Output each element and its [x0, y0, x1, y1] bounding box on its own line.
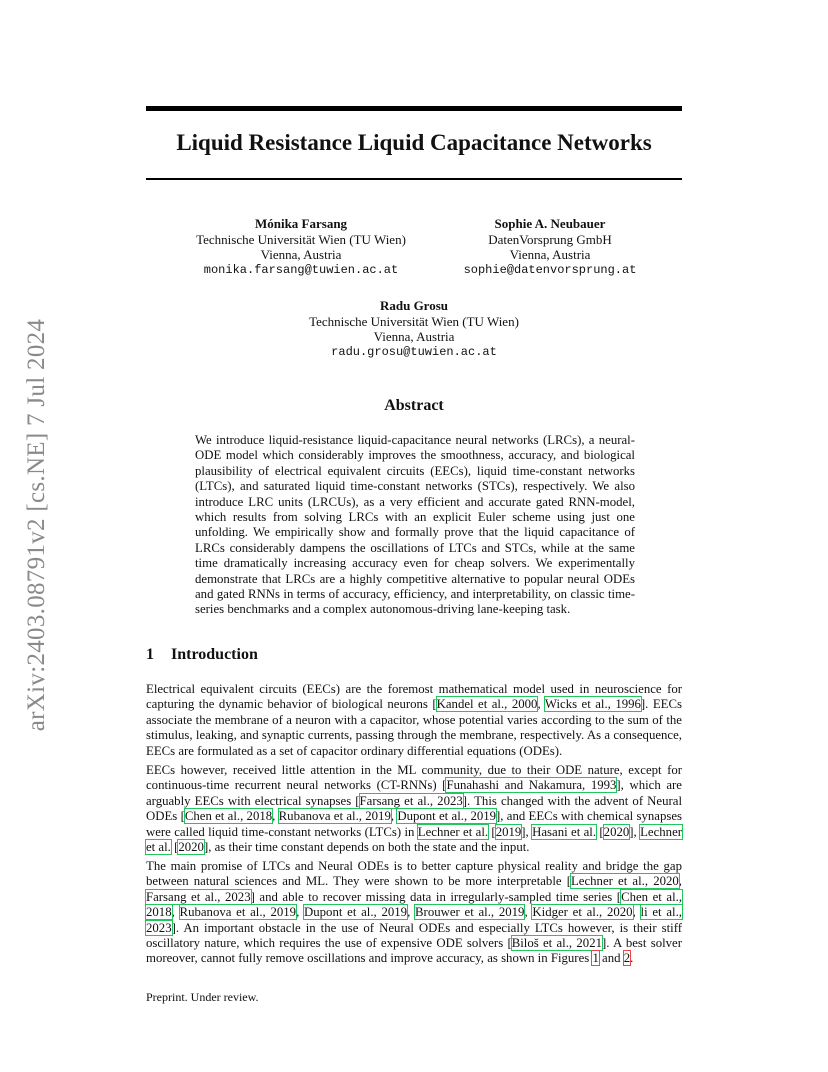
citation-link[interactable]: Lechner et al.	[146, 824, 683, 855]
author-block-3	[264, 298, 564, 360]
author-affiliation: Technische Universität Wien (TU Wien)	[309, 313, 519, 329]
text-run: .	[630, 951, 634, 966]
text-run: ],	[629, 824, 641, 839]
text-run: ]. This changed with the advent of Neural ODEs [	[146, 793, 682, 824]
citation-link[interactable]: Kandel et al., 2000	[436, 697, 538, 712]
text-run: ,	[296, 905, 305, 920]
text-run: ], which are arguably EECs with electrical synapses [	[146, 778, 682, 808]
text-run: ,	[537, 697, 545, 712]
intro-paragraph-3	[146, 859, 682, 967]
citation-link[interactable]: Lechner et al.	[417, 824, 489, 839]
text-run: ],	[521, 824, 533, 839]
text-run: The main promise of LTCs and Neural ODEs is to better capture physical reality and bridge the gap between natural sciences and ML. They were shown to be more interpretable [	[146, 859, 682, 889]
text-run: EECs however, received little attention in the ML community, due to their ODE nature, except for continuous-time recurrent neural networks (CT-RNNs) [	[146, 763, 682, 793]
text-run: ,	[632, 905, 641, 920]
text-run: ]. An important obstacle in the use of Neural ODEs and especially LTCs however, is their stiff oscillatory nature, which requires the use of expensive ODE solvers [	[146, 920, 682, 951]
citation-link[interactable]: Brouwer et al., 2019	[415, 905, 525, 920]
arxiv-identifier: arXiv:2403.08791v2 [cs.NE] 7 Jul 2024	[23, 318, 50, 732]
author-name: Radu Grosu	[379, 298, 449, 313]
text-run: ,	[524, 905, 533, 920]
author-email[interactable]: monika.farsang@tuwien.ac.at	[203, 262, 399, 277]
figure-ref-link[interactable]: 2	[623, 951, 631, 966]
author-location: Vienna, Austria	[260, 247, 342, 262]
author-email[interactable]: sophie@datenvorsprung.at	[463, 262, 637, 277]
text-run: ] and able to recover missing data in irregularly-sampled time series [	[250, 889, 622, 904]
citation-link[interactable]: Funahashi and Nakamura, 1993	[446, 778, 617, 793]
author-email[interactable]: radu.grosu@tuwien.ac.at	[331, 344, 497, 359]
author-affiliation: DatenVorsprung GmbH	[488, 231, 612, 247]
citation-link[interactable]: Rubanova et al., 2019	[179, 905, 297, 920]
text-run: [	[170, 840, 179, 855]
citation-link[interactable]: Biloš et al., 2021	[511, 936, 602, 951]
citation-link[interactable]: Farsang et al., 2023	[359, 793, 463, 808]
section-title: Introduction	[171, 646, 258, 663]
text-run: ]. EECs associate the membrane of a neuron with a capacitor, whose potential varies according to the sum of the stimulus, leaking, and synaptic currents, passing through the membrane, respectively. As a consequence, EECs are formulated as a set of capacitor ordinary differential equations (ODEs).	[146, 697, 682, 758]
author-location: Vienna, Austria	[373, 329, 455, 344]
citation-link[interactable]: Lechner et al., 2020	[570, 874, 679, 889]
text-run: ], as their time constant depends on both the state and the input.	[203, 840, 530, 855]
citation-link[interactable]: Dupont et al., 2019	[304, 905, 408, 920]
arxiv-sidebar	[22, 300, 52, 750]
paper-title: Liquid Resistance Liquid Capacitance Networks	[176, 130, 652, 155]
citation-link[interactable]: li et al., 2023	[146, 905, 682, 935]
intro-paragraph-2	[146, 763, 682, 855]
citation-link[interactable]: Rubanova et al., 2019	[278, 809, 391, 824]
citation-link[interactable]: Chen et al., 2018	[146, 889, 683, 920]
text-run: ]. A best solver moreover, cannot fully remove oscillations and improve accuracy, as shown in Figures	[146, 936, 682, 966]
text-run: ,	[678, 874, 682, 889]
text-run: ,	[171, 905, 180, 920]
text-run: ,	[272, 809, 279, 824]
text-run: [	[596, 824, 604, 839]
author-affiliation: Technische Universität Wien (TU Wien)	[196, 231, 406, 247]
figure-ref-link[interactable]: 1	[592, 951, 599, 966]
citation-link[interactable]: Wicks et al., 1996	[544, 697, 641, 712]
author-location: Vienna, Austria	[509, 247, 591, 262]
text-run: ,	[390, 809, 398, 824]
citation-link[interactable]: Farsang et al., 2023	[146, 889, 251, 904]
abstract-text: We introduce liquid-resistance liquid-capacitance neural networks (LRCs), a neural-ODE model which considerably improves the smoothness, accuracy, and biological plausibility of electrical equivalent circuits (EECs), liquid time-constant networks (LTCs), and saturated liquid time-constant networks (STCs), respectively. We also introduce LRC units (LRCUs), as a very efficient and accurate gated RNN-model, which results from solving LRCs with an explicit Euler scheme using just one unfolding. We empirically show and formally prove that the liquid capacitance of LRCs considerably dampens the oscillations of LTCs and STCs, while at the same time dramatically increasing accuracy even for cheap solvers. We experimentally demonstrate that LRCs are a highly competitive alternative to popular neural ODEs and gated RNNs in terms of accuracy, efficiency, and interpretability, on classic time-series benchmarks and a complex autonomous-driving lane-keeping task.	[195, 433, 635, 617]
text-run: Electrical equivalent circuits (EECs) are the foremost mathematical model used in neuroscience for capturing the dynamic behavior of biological neurons [	[146, 682, 682, 712]
text-run: ,	[407, 905, 416, 920]
section-number: 1	[146, 646, 154, 663]
citation-link[interactable]: 2020	[603, 824, 630, 839]
author-block-1	[180, 216, 422, 278]
text-run: ], and EECs with chemical synapses were called liquid time-constant networks (LTCs) in	[146, 809, 682, 839]
citation-link[interactable]: 2019	[495, 824, 522, 839]
title-rule-bottom	[146, 178, 682, 180]
title-rule-top	[146, 106, 682, 111]
section-heading	[146, 646, 258, 664]
author-name: Sophie A. Neubauer	[494, 216, 606, 231]
citation-link[interactable]: Hasani et al.	[532, 824, 597, 839]
author-block-2	[442, 216, 658, 278]
citation-link[interactable]: Kidger et al., 2020	[532, 905, 633, 920]
citation-link[interactable]: Chen et al., 2018	[184, 809, 273, 824]
intro-paragraph-1	[146, 682, 682, 759]
footer-note: Preprint. Under review.	[146, 990, 259, 1004]
abstract-heading: Abstract	[384, 397, 444, 414]
author-name: Mónika Farsang	[254, 216, 348, 231]
citation-link[interactable]: 2020	[178, 840, 204, 855]
text-run: and	[598, 951, 624, 966]
citation-link[interactable]: Dupont et al., 2019	[397, 809, 497, 824]
text-run: [	[488, 824, 496, 839]
